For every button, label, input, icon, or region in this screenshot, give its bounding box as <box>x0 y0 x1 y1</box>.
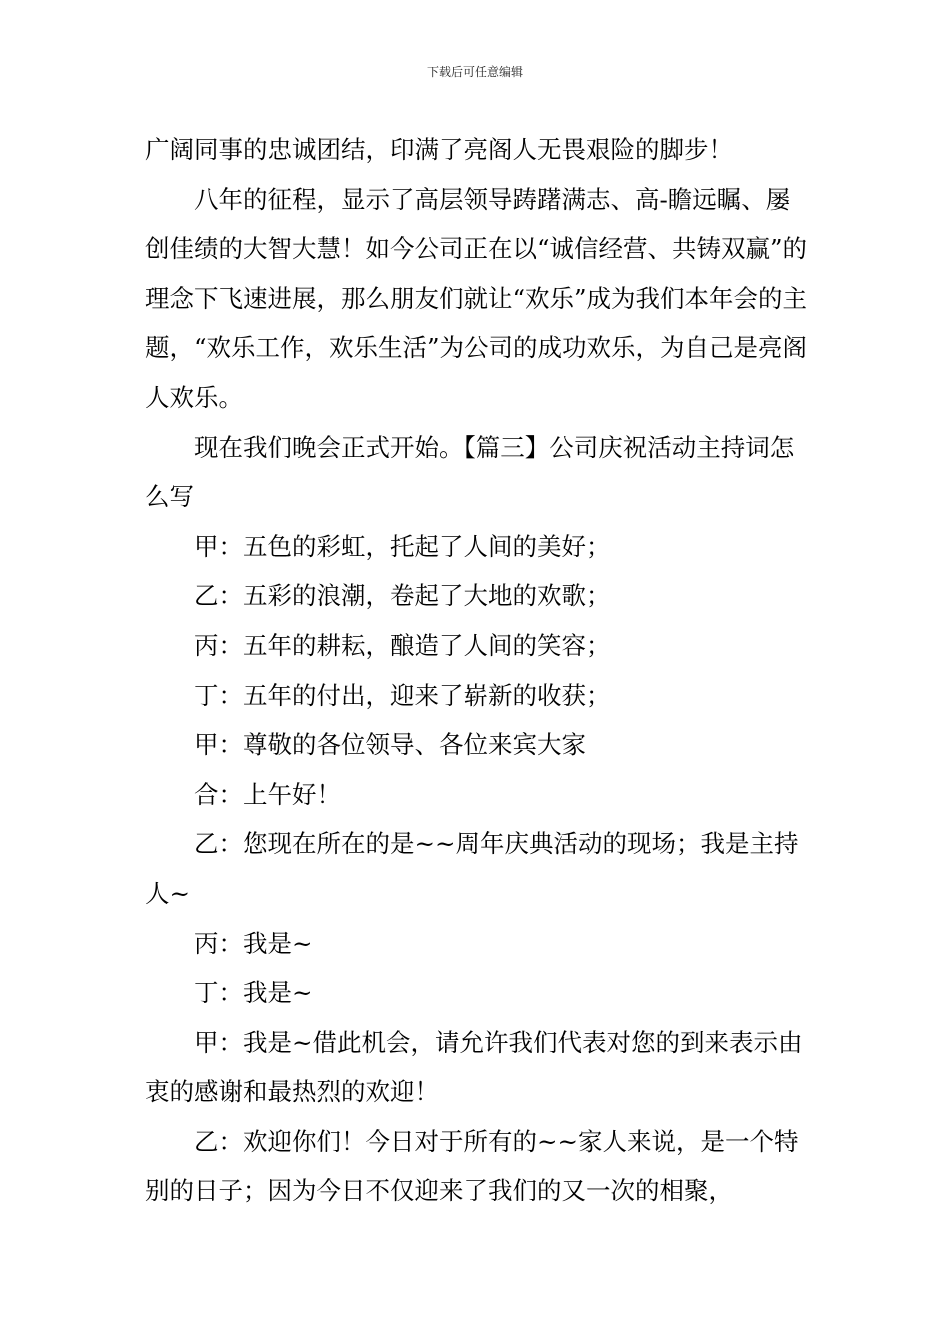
dialogue-line: 乙：您现在所在的是~~周年庆典活动的现场；我是主持人~ <box>145 829 799 908</box>
dialogue-line: 丁：我是~ <box>194 978 313 1008</box>
paragraph: 现在我们晚会正式开始。【篇三】公司庆祝活动主持词怎么写 <box>145 432 795 512</box>
dialogue-line: 乙：欢迎你们！今日对于所有的~~家人来说，是一个特别的日子；因为今日不仅迎来了我们的又一次的相聚， <box>145 1126 799 1206</box>
paragraph: 广阔同事的忠诚团结，印满了亮阁人无畏艰险的脚步！ <box>145 135 733 164</box>
dialogue-line: 甲：尊敬的各位领导、各位来宾大家 <box>194 730 586 760</box>
document-body <box>145 125 810 1216</box>
dialogue-line: 合：上午好！ <box>194 779 341 809</box>
dialogue-line: 丁：五年的付出，迎来了崭新的收获； <box>194 680 611 710</box>
paragraph: 八年的征程，显示了高层领导踌躇满志、高-瞻远瞩、屡创佳绩的大智大慧！如今公司正在以“诚信经营、共铸双赢”的理念下飞速进展，那么朋友们就让“欢乐”成为我们本年会的主题，“欢乐工作，欢乐生活”为公司的成功欢乐，为自己是亮阁人欢乐。 <box>145 184 808 412</box>
dialogue-line: 丙：五年的耕耘，酿造了人间的笑容； <box>194 630 611 660</box>
page-header: 下载后可任意编辑 <box>426 65 523 79</box>
dialogue-line: 丙：我是~ <box>194 928 313 958</box>
dialogue-line: 甲：五色的彩虹，托起了人间的美好； <box>194 531 611 561</box>
dialogue-line: 甲：我是~借此机会，请允许我们代表对您的到来表示由衷的感谢和最热烈的欢迎！ <box>145 1027 803 1107</box>
dialogue-line: 乙：五彩的浪潮，卷起了大地的欢歌； <box>194 581 611 611</box>
